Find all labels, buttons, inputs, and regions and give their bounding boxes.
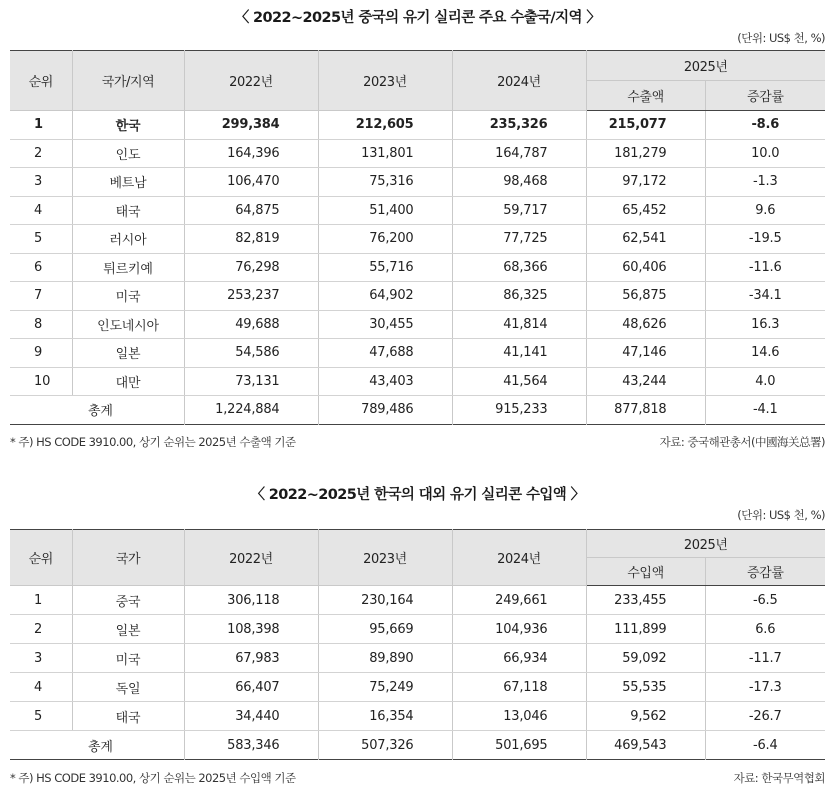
cell-2025-amount: 56,875 (586, 282, 705, 311)
cell-2025-amount: 59,092 (586, 644, 705, 673)
cell-2024: 13,046 (452, 702, 586, 731)
cell-rank: 10 (10, 367, 72, 396)
cell-2023: 76,200 (318, 225, 452, 254)
cell-2022: 34,440 (184, 702, 318, 731)
cell-country: 일본 (72, 615, 184, 644)
total-2024: 915,233 (452, 396, 586, 425)
cell-2022: 306,118 (184, 586, 318, 615)
cell-2022: 67,983 (184, 644, 318, 673)
cell-country: 러시아 (72, 225, 184, 254)
cell-2022: 253,237 (184, 282, 318, 311)
cell-total-label: 총계 (10, 396, 184, 425)
cell-2025-change: -34.1 (705, 282, 825, 311)
header-2025: 2025년 (586, 530, 825, 558)
cell-2023: 95,669 (318, 615, 452, 644)
cell-rank: 5 (10, 702, 72, 731)
cell-2024: 67,118 (452, 673, 586, 702)
cell-2025-change: 9.6 (705, 196, 825, 225)
cell-2024: 104,936 (452, 615, 586, 644)
cell-2023: 131,801 (318, 139, 452, 168)
cell-2022: 66,407 (184, 673, 318, 702)
cell-2025-amount: 181,279 (586, 139, 705, 168)
cell-2024: 164,787 (452, 139, 586, 168)
cell-country: 태국 (72, 702, 184, 731)
cell-2025-change: -11.7 (705, 644, 825, 673)
cell-country: 튀르키예 (72, 253, 184, 282)
cell-2022: 64,875 (184, 196, 318, 225)
table-row (10, 310, 825, 339)
cell-2025-amount: 60,406 (586, 253, 705, 282)
cell-2025-change: 14.6 (705, 339, 825, 368)
cell-2025-change: -6.5 (705, 586, 825, 615)
header-2025: 2025년 (586, 51, 825, 81)
total-2025-amount: 877,818 (586, 396, 705, 425)
total-2024: 501,695 (452, 731, 586, 760)
header-rank: 순위 (10, 51, 72, 111)
cell-country: 태국 (72, 196, 184, 225)
cell-2025-amount: 55,535 (586, 673, 705, 702)
cell-2024: 41,564 (452, 367, 586, 396)
table-row (10, 139, 825, 168)
total-2023: 507,326 (318, 731, 452, 760)
table1-source: 자료: 중국해관총서(中國海关总署) (659, 434, 825, 449)
cell-2025-change: 6.6 (705, 615, 825, 644)
import-section (10, 485, 825, 786)
cell-country: 인도네시아 (72, 310, 184, 339)
cell-2025-amount: 97,172 (586, 168, 705, 197)
export-section (10, 8, 825, 450)
cell-rank: 3 (10, 168, 72, 197)
cell-country: 일본 (72, 339, 184, 368)
table1-footnote: * 주) HS CODE 3910.00, 상기 순위는 2025년 수출액 기준 (10, 434, 296, 449)
cell-2022: 108,398 (184, 615, 318, 644)
header-change-rate: 증감률 (705, 558, 825, 586)
cell-2024: 98,468 (452, 168, 586, 197)
table-row (10, 253, 825, 282)
cell-country: 독일 (72, 673, 184, 702)
table2-title: 〈 2022~2025년 한국의 대외 유기 실리콘 수입액 〉 (250, 487, 585, 503)
cell-2024: 77,725 (452, 225, 586, 254)
table-row (10, 282, 825, 311)
export-table (10, 50, 825, 425)
cell-2022: 164,396 (184, 139, 318, 168)
import-table (10, 529, 825, 760)
table-row (10, 586, 825, 615)
cell-rank: 4 (10, 673, 72, 702)
cell-2023: 75,249 (318, 673, 452, 702)
cell-country: 베트남 (72, 168, 184, 197)
cell-2025-amount: 111,899 (586, 615, 705, 644)
cell-2025-amount: 65,452 (586, 196, 705, 225)
table1-footer (10, 434, 825, 450)
header-2023: 2023년 (318, 530, 452, 586)
cell-rank: 5 (10, 225, 72, 254)
table-row (10, 644, 825, 673)
table-row (10, 673, 825, 702)
total-row (10, 396, 825, 425)
cell-rank: 6 (10, 253, 72, 282)
header-2024: 2024년 (452, 530, 586, 586)
cell-2022: 49,688 (184, 310, 318, 339)
cell-2025-change: -26.7 (705, 702, 825, 731)
cell-2023: 89,890 (318, 644, 452, 673)
total-row (10, 731, 825, 760)
header-2023: 2023년 (318, 51, 452, 111)
cell-country: 미국 (72, 282, 184, 311)
cell-2024: 41,814 (452, 310, 586, 339)
cell-rank: 1 (10, 586, 72, 615)
cell-2024: 59,717 (452, 196, 586, 225)
cell-2025-change: 4.0 (705, 367, 825, 396)
cell-2023: 75,316 (318, 168, 452, 197)
cell-2023: 230,164 (318, 586, 452, 615)
cell-2023: 30,455 (318, 310, 452, 339)
cell-2022: 73,131 (184, 367, 318, 396)
cell-2025-change: -1.3 (705, 168, 825, 197)
total-2023: 789,486 (318, 396, 452, 425)
cell-2024: 249,661 (452, 586, 586, 615)
cell-rank: 8 (10, 310, 72, 339)
cell-rank: 4 (10, 196, 72, 225)
table-row (10, 225, 825, 254)
table-row (10, 615, 825, 644)
cell-2022: 82,819 (184, 225, 318, 254)
cell-2025-amount: 43,244 (586, 367, 705, 396)
cell-2025-change: -11.6 (705, 253, 825, 282)
cell-rank: 2 (10, 615, 72, 644)
header-2024: 2024년 (452, 51, 586, 111)
table-row (10, 168, 825, 197)
total-2025-amount: 469,543 (586, 731, 705, 760)
cell-2025-change: -19.5 (705, 225, 825, 254)
cell-rank: 7 (10, 282, 72, 311)
cell-rank: 1 (10, 111, 72, 140)
total-2022: 583,346 (184, 731, 318, 760)
cell-2025-amount: 215,077 (586, 111, 705, 140)
cell-country: 인도 (72, 139, 184, 168)
cell-rank: 3 (10, 644, 72, 673)
cell-2023: 43,403 (318, 367, 452, 396)
table-row (10, 702, 825, 731)
cell-2024: 68,366 (452, 253, 586, 282)
cell-total-label: 총계 (10, 731, 184, 760)
table-row (10, 367, 825, 396)
cell-country: 대만 (72, 367, 184, 396)
cell-2022: 106,470 (184, 168, 318, 197)
cell-2025-amount: 48,626 (586, 310, 705, 339)
cell-2025-amount: 233,455 (586, 586, 705, 615)
total-2025-change: -6.4 (705, 731, 825, 760)
cell-2023: 55,716 (318, 253, 452, 282)
cell-2024: 86,325 (452, 282, 586, 311)
table2-source: 자료: 한국무역협회 (733, 771, 825, 785)
total-2022: 1,224,884 (184, 396, 318, 425)
header-2022: 2022년 (184, 530, 318, 586)
cell-2023: 47,688 (318, 339, 452, 368)
table1-unit: (단위: US$ 천, %) (737, 31, 825, 45)
cell-2023: 51,400 (318, 196, 452, 225)
cell-2024: 41,141 (452, 339, 586, 368)
cell-2025-change: -8.6 (705, 111, 825, 140)
cell-2022: 299,384 (184, 111, 318, 140)
header-2022: 2022년 (184, 51, 318, 111)
total-2025-change: -4.1 (705, 396, 825, 425)
cell-rank: 9 (10, 339, 72, 368)
table-row (10, 339, 825, 368)
table-row (10, 196, 825, 225)
table2-footer (10, 770, 825, 786)
cell-2025-change: 16.3 (705, 310, 825, 339)
cell-2023: 16,354 (318, 702, 452, 731)
cell-2022: 54,586 (184, 339, 318, 368)
header-country: 국가/지역 (72, 51, 184, 111)
cell-country: 중국 (72, 586, 184, 615)
cell-2024: 235,326 (452, 111, 586, 140)
table2-footnote: * 주) HS CODE 3910.00, 상기 순위는 2025년 수입액 기준 (10, 771, 296, 785)
cell-2025-amount: 47,146 (586, 339, 705, 368)
cell-country: 한국 (72, 111, 184, 140)
cell-2022: 76,298 (184, 253, 318, 282)
cell-2024: 66,934 (452, 644, 586, 673)
header-rank: 순위 (10, 530, 72, 586)
cell-2025-change: 10.0 (705, 139, 825, 168)
cell-2025-amount: 62,541 (586, 225, 705, 254)
table-row (10, 111, 825, 140)
header-import-amount: 수입액 (586, 558, 705, 586)
cell-2025-amount: 9,562 (586, 702, 705, 731)
table2-unit: (단위: US$ 천, %) (737, 508, 825, 522)
cell-2025-change: -17.3 (705, 673, 825, 702)
cell-2023: 64,902 (318, 282, 452, 311)
cell-rank: 2 (10, 139, 72, 168)
header-change-rate: 증감률 (705, 81, 825, 111)
header-export-amount: 수출액 (586, 81, 705, 111)
header-country: 국가 (72, 530, 184, 586)
cell-country: 미국 (72, 644, 184, 673)
table1-title: 〈 2022~2025년 중국의 유기 실리콘 주요 수출국/지역 〉 (234, 10, 601, 26)
cell-2023: 212,605 (318, 111, 452, 140)
